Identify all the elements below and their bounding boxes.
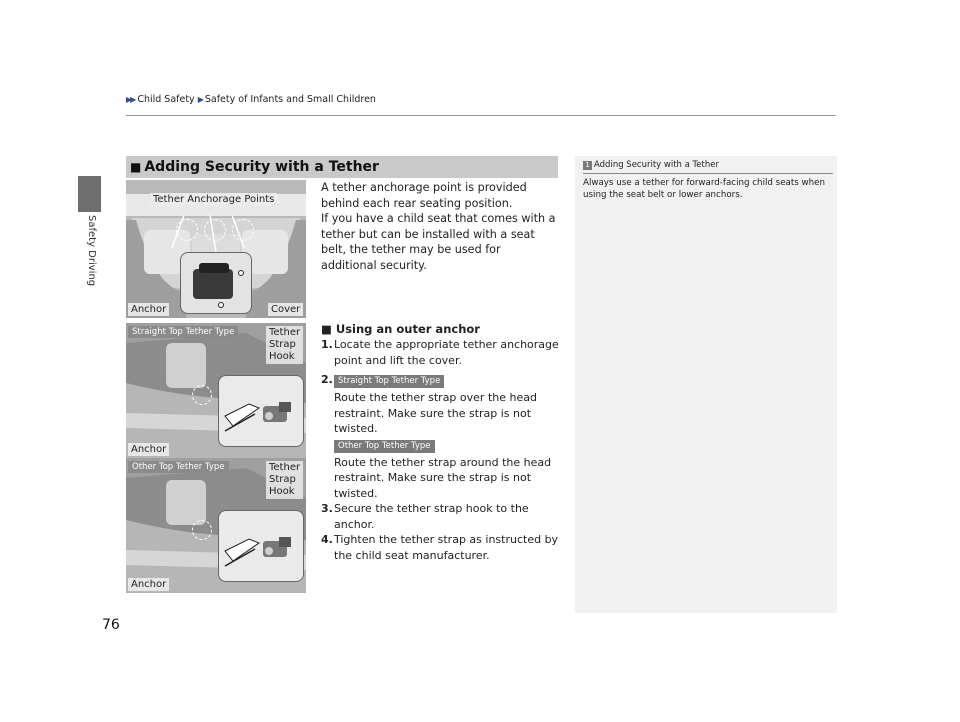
note-title[interactable]: Adding Security with a Tether <box>594 160 719 170</box>
tether-type-tag: Straight Top Tether Type <box>334 375 444 388</box>
step-item: 2. Straight Top Tether Type Route the tether strap over the head restraint. Make sure the strap is not twisted. Other Top Tether Type Route the tether strap around the head restraint. Make sure the strap is not twisted. <box>321 373 552 500</box>
figure-title-label: Tether Anchorage Points <box>150 193 277 206</box>
intro-paragraph: If you have a child seat that comes with a tether but can be installed with a seat belt, the tether may be used for additional security. <box>321 212 556 272</box>
breadcrumb-level1[interactable]: Child Safety <box>137 94 195 105</box>
header-divider <box>126 115 836 116</box>
intro-text <box>321 180 557 274</box>
tether-hook-label: Tether Strap Hook <box>266 461 303 499</box>
note-heading <box>583 160 719 170</box>
tether-hook-image <box>219 511 303 581</box>
anchor-closeup-image <box>181 253 251 313</box>
anchor-label: Anchor <box>128 303 169 316</box>
note-reference-icon: 1 <box>583 161 592 170</box>
other-tether-illustration <box>126 458 306 593</box>
tether-hook-label: Tether Strap Hook <box>266 326 303 364</box>
step-item: 1. Locate the appropriate tether anchorage point and lift the cover. <box>321 338 559 367</box>
note-panel <box>575 156 837 613</box>
tether-anchorage-illustration <box>126 180 306 318</box>
breadcrumb-arrow-icon: ▶▶ <box>126 95 135 104</box>
anchor-closeup-callout <box>180 252 252 314</box>
subsection-heading: ■ Using an outer anchor <box>321 322 480 336</box>
breadcrumb-level2[interactable]: Safety of Infants and Small Children <box>204 94 376 105</box>
anchor-highlight-circle <box>232 219 254 241</box>
step-item: 4. Tighten the tether strap as instructed by the child seat manufacturer. <box>321 533 559 562</box>
chapter-tab-marker <box>78 176 101 212</box>
cover-label: Cover <box>268 303 303 316</box>
tether-hook-image <box>219 376 303 446</box>
anchor-label: Anchor <box>128 578 169 591</box>
straight-tether-illustration <box>126 323 306 458</box>
section-heading: ■ Adding Security with a Tether <box>126 156 558 178</box>
breadcrumb <box>126 94 376 105</box>
note-body: Always use a tether for forward-facing child seats when using the seat belt or lower anchors. <box>583 178 826 200</box>
hook-closeup-callout <box>218 375 304 447</box>
breadcrumb-arrow-icon: ▶ <box>197 95 202 104</box>
anchor-highlight-circle <box>192 520 212 540</box>
anchor-highlight-circle <box>204 219 226 241</box>
chapter-side-label: Safety Driving <box>86 215 97 287</box>
tether-type-tag: Other Top Tether Type <box>128 461 229 473</box>
intro-paragraph: A tether anchorage point is provided behind each rear seating position. <box>321 181 527 210</box>
anchor-label: Anchor <box>128 443 169 456</box>
page-number: 76 <box>102 617 120 633</box>
tether-type-tag: Straight Top Tether Type <box>128 326 238 338</box>
steps-list <box>321 337 561 563</box>
note-divider <box>583 173 833 174</box>
anchor-highlight-circle <box>192 385 212 405</box>
step-item: 3. Secure the tether strap hook to the anchor. <box>321 502 529 531</box>
hook-closeup-callout <box>218 510 304 582</box>
anchor-highlight-circle <box>176 219 198 241</box>
tether-type-tag: Other Top Tether Type <box>334 440 435 453</box>
